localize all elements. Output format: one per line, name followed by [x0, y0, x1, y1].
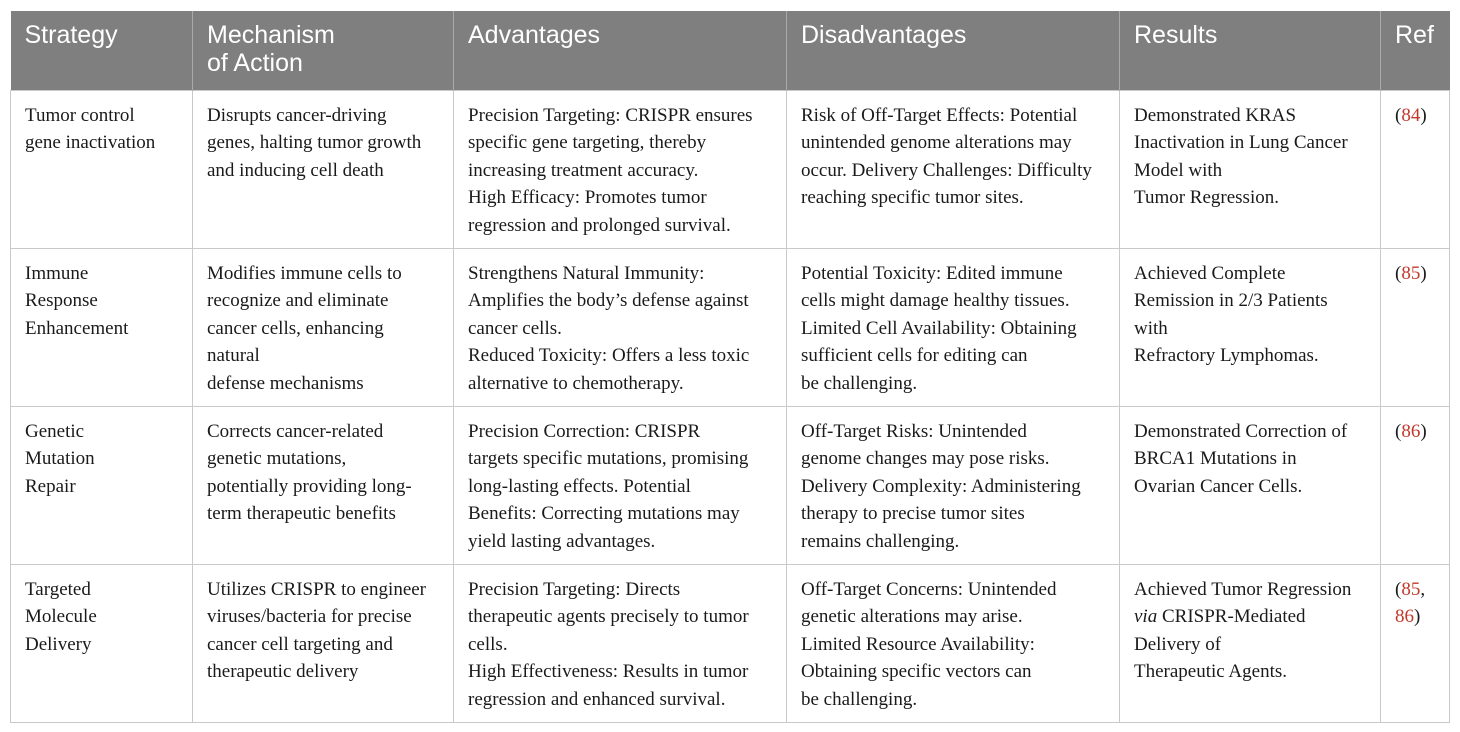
italic-via: via [1134, 606, 1158, 628]
cell-strategy: Genetic Mutation Repair [11, 407, 193, 565]
table-row [11, 91, 1450, 249]
cell-strategy: Targeted Molecule Delivery [11, 565, 193, 723]
cell-results: Demonstrated KRAS Inactivation in Lung Cancer Model with Tumor Regression. [1120, 91, 1381, 249]
cell-results: Demonstrated Correction of BRCA1 Mutations in Ovarian Cancer Cells. [1120, 407, 1381, 565]
cell-mechanism: Modifies immune cells to recognize and eliminate cancer cells, enhancing natural defense mechanisms [193, 249, 454, 407]
cell-ref: (84) [1381, 91, 1450, 249]
header-strategy: Strategy [11, 11, 193, 91]
cell-mechanism: Disrupts cancer-driving genes, halting tumor growth and inducing cell death [193, 91, 454, 249]
header-results: Results [1120, 11, 1381, 91]
header-row [11, 11, 1450, 91]
cell-disadvantages: Off-Target Risks: Unintended genome changes may pose risks. Delivery Complexity: Administering therapy to precise tumor sites remains challenging. [787, 407, 1120, 565]
table-row [11, 407, 1450, 565]
header-advantages: Advantages [454, 11, 787, 91]
cell-advantages: Precision Targeting: Directs therapeutic agents precisely to tumor cells. High Effectiveness: Results in tumor regression and enhanced survival. [454, 565, 787, 723]
cell-advantages: Precision Correction: CRISPR targets specific mutations, promising long-lasting effects. Potential Benefits: Correcting mutations may yield lasting advantages. [454, 407, 787, 565]
cell-strategy: Tumor control gene inactivation [11, 91, 193, 249]
cell-mechanism: Corrects cancer-related genetic mutations, potentially providing long- term therapeutic benefits [193, 407, 454, 565]
cell-disadvantages: Risk of Off-Target Effects: Potential unintended genome alterations may occur. Delivery Challenges: Difficulty reaching specific tumor sites. [787, 91, 1120, 249]
ref-link[interactable]: 86 [1401, 421, 1421, 442]
ref-link[interactable]: 84 [1401, 105, 1421, 126]
header-mechanism: Mechanism of Action [193, 11, 454, 91]
ref-link[interactable]: 85 [1401, 579, 1421, 600]
table-row [11, 565, 1450, 723]
cell-disadvantages: Potential Toxicity: Edited immune cells might damage healthy tissues. Limited Cell Availability: Obtaining sufficient cells for editing can be challenging. [787, 249, 1120, 407]
cell-advantages: Strengthens Natural Immunity: Amplifies the body’s defense against cancer cells. Reduced Toxicity: Offers a less toxic alternative to chemotherapy. [454, 249, 787, 407]
cell-results: Achieved Complete Remission in 2/3 Patients with Refractory Lymphomas. [1120, 249, 1381, 407]
cell-results: Achieved Tumor Regression via CRISPR-Mediated Delivery of Therapeutic Agents. [1120, 565, 1381, 723]
table-row [11, 249, 1450, 407]
cell-strategy: Immune Response Enhancement [11, 249, 193, 407]
cell-mechanism: Utilizes CRISPR to engineer viruses/bacteria for precise cancer cell targeting and therapeutic delivery [193, 565, 454, 723]
cell-ref: (86) [1381, 407, 1450, 565]
crispr-strategies-table [10, 11, 1450, 723]
ref-link[interactable]: 86 [1395, 606, 1414, 628]
cell-disadvantages: Off-Target Concerns: Unintended genetic alterations may arise. Limited Resource Availability: Obtaining specific vectors can be challenging. [787, 565, 1120, 723]
crispr-strategies-table-container [10, 11, 1449, 723]
cell-ref: (85) [1381, 249, 1450, 407]
ref-link[interactable]: 85 [1401, 263, 1421, 284]
cell-advantages: Precision Targeting: CRISPR ensures specific gene targeting, thereby increasing treatment accuracy. High Efficacy: Promotes tumor regression and prolonged survival. [454, 91, 787, 249]
header-ref: Ref [1381, 11, 1450, 91]
header-disadvantages: Disadvantages [787, 11, 1120, 91]
cell-ref: (85, 86) [1381, 565, 1450, 723]
